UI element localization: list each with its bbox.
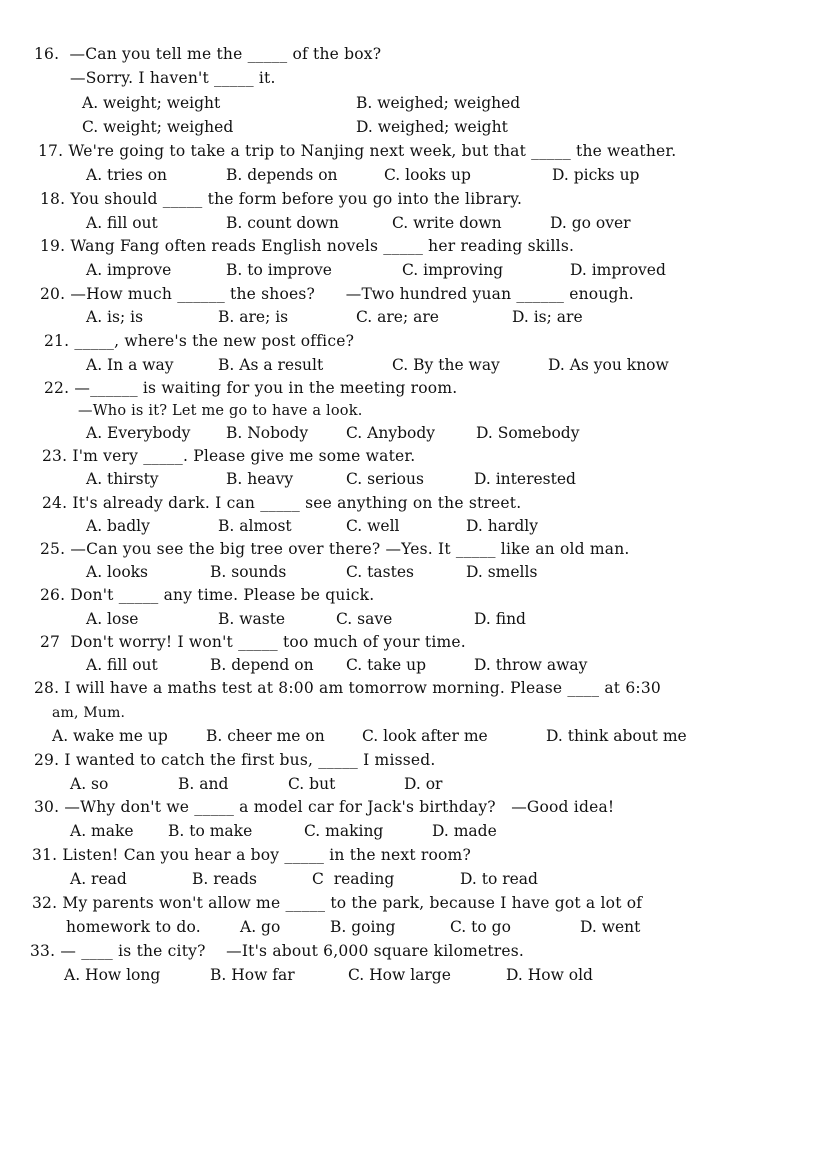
- question-17-option-b: B. depends on: [226, 166, 338, 184]
- question-30-stem: 30. —Why don't we _____ a model car for Jack's birthday? —Good idea!: [34, 798, 615, 816]
- question-19-option-c: C. improving: [402, 261, 504, 279]
- question-30-option-c: C. making: [304, 822, 384, 840]
- question-21-option-a: A. In a way: [86, 356, 174, 374]
- question-31-stem: 31. Listen! Can you hear a boy _____ in the next room?: [32, 846, 471, 864]
- question-21-option-d: D. As you know: [548, 356, 669, 374]
- question-22-stem-2: —Who is it? Let me go to have a look.: [78, 403, 363, 419]
- question-33-option-b: B. How far: [210, 966, 295, 984]
- question-30-option-b: B. to make: [168, 822, 253, 840]
- question-20-option-b: B. are; is: [218, 308, 289, 326]
- question-30-option-a: A. make: [70, 822, 134, 840]
- question-24-option-a: A. badly: [86, 517, 150, 535]
- question-33-option-d: D. How old: [506, 966, 593, 984]
- question-33-option-a: A. How long: [64, 966, 161, 984]
- question-24-stem: 24. It's already dark. I can _____ see anything on the street.: [42, 494, 522, 512]
- question-18-option-c: C. write down: [392, 214, 502, 232]
- question-16-option-c: C. weight; weighed: [82, 118, 234, 136]
- question-33-stem: 33. — ____ is the city? —It's about 6,000 square kilometres.: [30, 942, 525, 960]
- question-18-option-b: B. count down: [226, 214, 339, 232]
- question-28-option-d: D. think about me: [546, 727, 687, 745]
- question-24-option-b: B. almost: [218, 517, 292, 535]
- question-31-option-b: B. reads: [192, 870, 257, 888]
- question-33-option-c: C. How large: [348, 966, 451, 984]
- question-27-stem: 27 Don't worry! I won't _____ too much of your time.: [40, 633, 466, 651]
- question-17-option-c: C. looks up: [384, 166, 471, 184]
- question-18-option-a: A. fill out: [86, 214, 158, 232]
- question-32-option-d: D. went: [580, 918, 641, 936]
- question-28-stem-2: am, Mum.: [52, 705, 126, 721]
- question-23-option-d: D. interested: [474, 470, 576, 488]
- question-32-option-b: B. going: [330, 918, 396, 936]
- question-18-option-d: D. go over: [550, 214, 631, 232]
- question-16-option-b: B. weighed; weighed: [356, 94, 521, 112]
- question-20-option-a: A. is; is: [86, 308, 144, 326]
- question-23-stem: 23. I'm very _____. Please give me some water.: [42, 447, 416, 465]
- question-19-stem: 19. Wang Fang often reads English novels _____ her reading skills.: [40, 237, 575, 255]
- question-32-stem-2: homework to do.: [66, 918, 201, 936]
- question-27-option-c: C. take up: [346, 656, 427, 674]
- question-19-option-a: A. improve: [86, 261, 172, 279]
- question-27-option-b: B. depend on: [210, 656, 314, 674]
- question-31-option-a: A. read: [70, 870, 127, 888]
- question-27-option-a: A. fill out: [86, 656, 158, 674]
- question-28-stem-1: 28. I will have a maths test at 8:00 am tomorrow morning. Please ____ at 6:30: [34, 679, 661, 697]
- question-20-option-c: C. are; are: [356, 308, 439, 326]
- question-25-stem: 25. —Can you see the big tree over there? —Yes. It _____ like an old man.: [40, 540, 630, 558]
- question-19-option-d: D. improved: [570, 261, 666, 279]
- question-26-stem: 26. Don't _____ any time. Please be quick.: [40, 586, 375, 604]
- question-23-option-c: C. serious: [346, 470, 424, 488]
- question-17-option-d: D. picks up: [552, 166, 640, 184]
- question-23-option-a: A. thirsty: [86, 470, 159, 488]
- question-26-option-c: C. save: [336, 610, 393, 628]
- question-22-option-b: B. Nobody: [226, 424, 309, 442]
- question-29-option-c: C. but: [288, 775, 336, 793]
- question-18-stem: 18. You should _____ the form before you go into the library.: [40, 190, 523, 208]
- question-20-stem: 20. —How much ______ the shoes? —Two hundred yuan ______ enough.: [40, 285, 634, 303]
- question-22-stem-1: 22. —______ is waiting for you in the meeting room.: [44, 379, 458, 397]
- question-28-option-c: C. look after me: [362, 727, 488, 745]
- question-32-option-a: A. go: [240, 918, 281, 936]
- question-29-stem: 29. I wanted to catch the first bus, _____ I missed.: [34, 751, 436, 769]
- question-25-option-d: D. smells: [466, 563, 538, 581]
- question-32-option-c: C. to go: [450, 918, 511, 936]
- question-24-option-d: D. hardly: [466, 517, 538, 535]
- question-25-option-a: A. looks: [86, 563, 149, 581]
- question-28-option-b: B. cheer me on: [206, 727, 325, 745]
- question-20-option-d: D. is; are: [512, 308, 583, 326]
- question-26-option-a: A. lose: [86, 610, 139, 628]
- question-21-option-c: C. By the way: [392, 356, 500, 374]
- question-23-option-b: B. heavy: [226, 470, 294, 488]
- question-25-option-c: C. tastes: [346, 563, 414, 581]
- question-16-stem-1: 16. —Can you tell me the _____ of the box?: [34, 45, 382, 63]
- question-16-stem-2: —Sorry. I haven't _____ it.: [70, 69, 276, 87]
- question-31-option-c: C reading: [312, 870, 395, 888]
- question-26-option-b: B. waste: [218, 610, 286, 628]
- question-28-option-a: A. wake me up: [52, 727, 168, 745]
- question-21-stem: 21. _____, where's the new post office?: [44, 332, 355, 350]
- question-19-option-b: B. to improve: [226, 261, 332, 279]
- question-22-option-a: A. Everybody: [86, 424, 191, 442]
- question-32-stem-1: 32. My parents won't allow me _____ to the park, because I have got a lot of: [32, 894, 643, 912]
- question-17-option-a: A. tries on: [86, 166, 168, 184]
- question-26-option-d: D. find: [474, 610, 526, 628]
- question-21-option-b: B. As a result: [218, 356, 324, 374]
- question-29-option-d: D. or: [404, 775, 443, 793]
- question-27-option-d: D. throw away: [474, 656, 588, 674]
- question-16-option-a: A. weight; weight: [82, 94, 221, 112]
- question-29-option-a: A. so: [70, 775, 109, 793]
- question-25-option-b: B. sounds: [210, 563, 287, 581]
- question-29-option-b: B. and: [178, 775, 229, 793]
- question-31-option-d: D. to read: [460, 870, 538, 888]
- question-22-option-d: D. Somebody: [476, 424, 580, 442]
- question-17-stem: 17. We're going to take a trip to Nanjing next week, but that _____ the weather.: [38, 142, 677, 160]
- question-22-option-c: C. Anybody: [346, 424, 436, 442]
- question-24-option-c: C. well: [346, 517, 400, 535]
- question-16-option-d: D. weighed; weight: [356, 118, 508, 136]
- question-30-option-d: D. made: [432, 822, 497, 840]
